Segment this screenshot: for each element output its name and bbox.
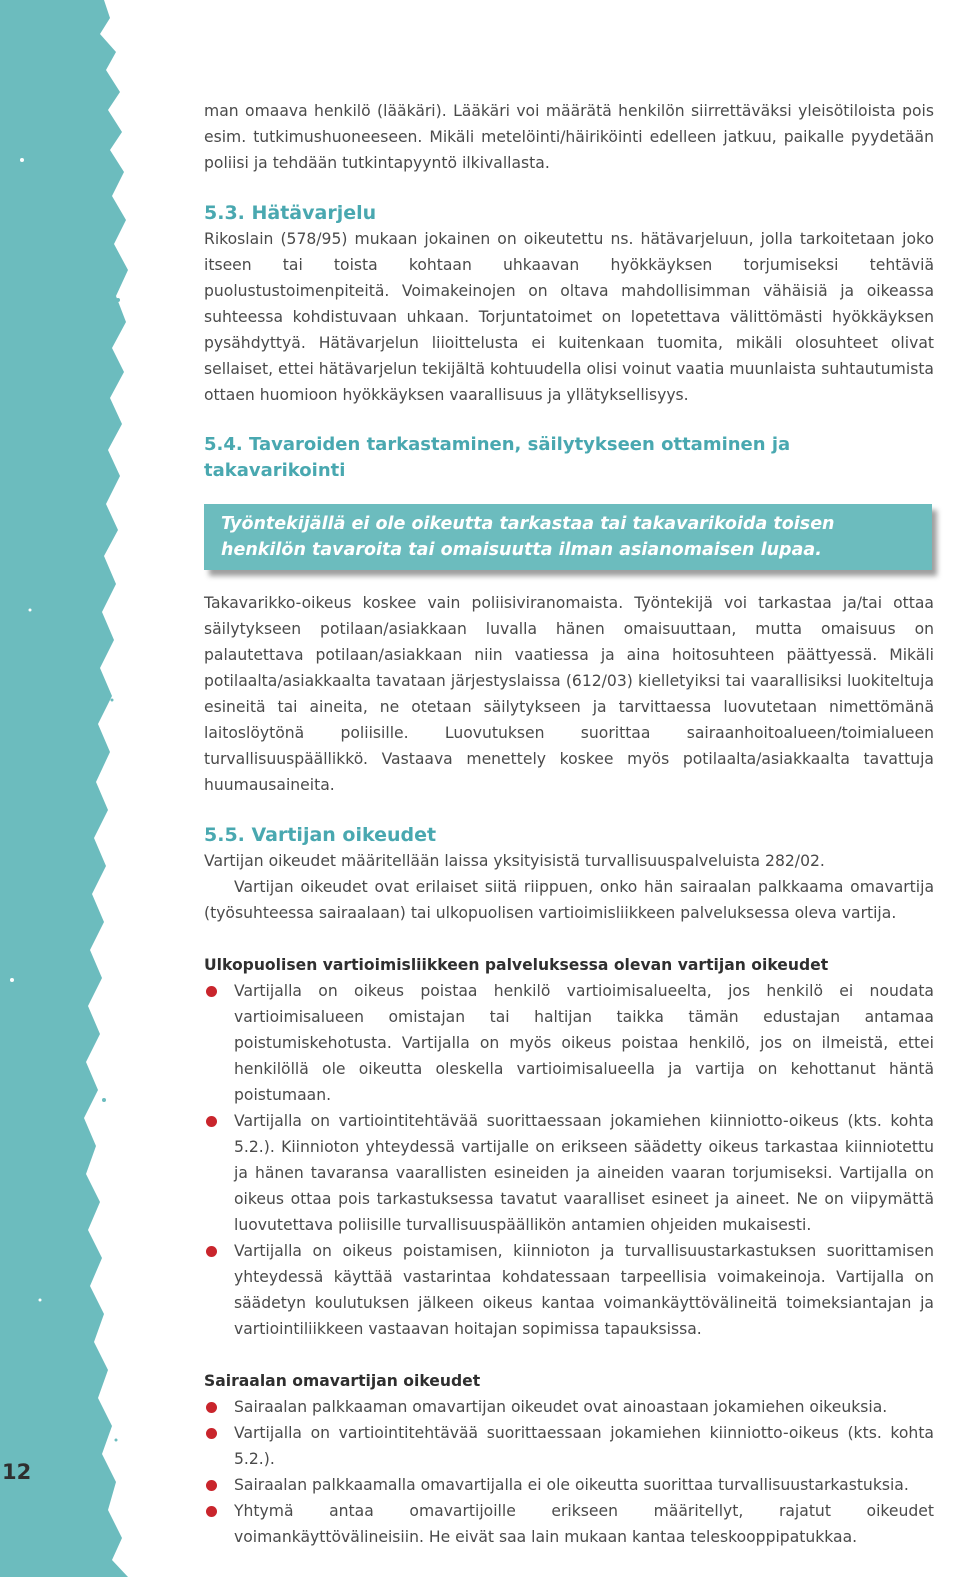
hospital-guard-heading: Sairaalan omavartijan oikeudet: [204, 1372, 481, 1390]
external-guard-list: [204, 978, 934, 1342]
external-guard-heading: Ulkopuolisen vartioimisliikkeen palveluksessa olevan vartijan oikeudet: [204, 956, 829, 974]
section-5-5-paragraph-2: Vartijan oikeudet ovat erilaiset siitä riippuen, onko hän sairaalan palkkaama omavartija (työsuhteessa sairaalaan) tai ulkopuolisen vartioimisliikkeen palveluksessa oleva vartija.: [204, 878, 934, 922]
brush-edge-graphic: [0, 0, 140, 1577]
list-item: Vartijalla on oikeus poistamisen, kiinnioton ja turvallisuustarkastuksen suorittamisen yhteydessä käyttää vastarintaa kohdatessaan tarpeellisia voimakeinoja. Vartijalla on säädetyn koulutuksen jälkeen oikeus kantaa voimankäyttövälineitä toimeksiantajan ja vartiointiliikkeen vastaavan hoitajan sopimissa tapauksissa.: [204, 1238, 934, 1342]
bullet-icon: [206, 1116, 217, 1127]
bullet-icon: [206, 1480, 217, 1491]
list-item: Yhtymä antaa omavartijoille erikseen määritellyt, rajatut oikeudet voimankäyttövälineisiin. He eivät saa lain mukaan kantaa teleskooppipatukkaa.: [204, 1498, 934, 1550]
bullet-icon: [206, 986, 217, 997]
decorative-sidebar: [0, 0, 140, 1577]
section-5-3-paragraph: Rikoslain (578/95) mukaan jokainen on oikeutettu ns. hätävarjeluun, jolla tarkoitetaan joko itseen tai toista kohtaan uhkaavan hyökkäyksen torjumiseksi tehtäviä puolustustoimenpiteitä. Voimakeinojen on oltava mahdollisimman vähäisiä ja oikeassa suhteessa kohdistuvaan uhkaan. Torjuntatoimet on lopetettava välittömästi hyökkäyksen pysähdyttyä. Hätävarjelun liioittelusta ei kuitenkaan tuomita, mikäli olosuhteet olivat sellaiset, ettei hätävarjelun tekijältä kohtuudella olisi voinut vaatia muunlaista suhtautumista ottaen huomioon hyökkäyksen vaarallisuus ja yllätyksellisyys.: [204, 230, 934, 404]
main-content: [204, 98, 934, 1550]
bullet-icon: [206, 1506, 217, 1517]
list-item: Vartijalla on oikeus poistaa henkilö vartioimisalueelta, jos henkilö ei noudata vartioimisalueen omistajan tai haltijan taikka tämän edustajan antamaa poistumiskehotusta. Vartijalla on myös oikeus poistaa henkilö, jos on ilmeistä, ettei henkilöllä ole oikeutta oleskella vartioimisalueella ja vartija on kehottanut häntä poistumaan.: [204, 978, 934, 1108]
list-item: Vartijalla on vartiointitehtävää suorittaessaan jokamiehen kiinniotto-oikeus (kts. kohta 5.2.).: [204, 1420, 934, 1472]
list-item: Sairaalan palkkaamalla omavartijalla ei ole oikeutta suorittaa turvallisuustarkastuksia.: [204, 1472, 934, 1498]
section-5-4-paragraph: Takavarikko-oikeus koskee vain poliisiviranomaista. Työntekijä voi tarkastaa ja/tai ottaa säilytykseen potilaan/asiakkaan luvalla hänen omaisuuttaan, mutta omaisuus on palautettava potilaan/asiakkaan niin vaatiessa ja aina hoitosuhteen päättyessä. Mikäli potilaalta/asiakkaalta tavataan järjestyslaissa (612/03) kielletyiksi tai vaarallisiksi luokiteltuja esineitä tai aineita, ne otetaan säilytykseen ja tarvittaessa luovutetaan nimettömänä laitoslöytönä poliisille. Luovutuksen suorittaa sairaanhoitoalueen/toimialueen turvallisuuspäällikkö. Vastaava menettely koskee myös potilaalta/asiakkaalta tavattuja huumausaineita.: [204, 594, 934, 794]
section-heading-5-4: 5.4. Tavaroiden tarkastaminen, säilytykseen ottaminen ja takavarikointi: [204, 434, 791, 481]
section-heading-5-5: 5.5. Vartijan oikeudet: [204, 824, 437, 846]
section-heading-5-3: 5.3. Hätävarjelu: [204, 202, 377, 224]
bullet-icon: [206, 1402, 217, 1413]
page-number: 12: [2, 1460, 32, 1484]
bullet-icon: [206, 1246, 217, 1257]
intro-paragraph: man omaava henkilö (lääkäri). Lääkäri voi määrätä henkilön siirrettäväksi yleisötiloista pois esim. tutkimushuoneeseen. Mikäli metelöinti/häiriköinti edelleen jatkuu, paikalle pyydetään poliisi ja tehdään tutkintapyyntö ilkivallasta.: [204, 102, 934, 172]
bullet-icon: [206, 1428, 217, 1439]
list-item: Vartijalla on vartiointitehtävää suorittaessaan jokamiehen kiinniotto-oikeus (kts. kohta 5.2.). Kiinnioton yhteydessä vartijalle on erikseen säädetty oikeus tarkastaa kiinniotettu ja hänen tavaransa vaarallisten esineiden ja aineiden vaaran torjumiseksi. Vartijalla on oikeus ottaa pois tarkastuksessa tavatut vaaralliset esineet ja aineet. Ne on viipymättä luovutettava poliisille turvallisuuspäällikön antamien ohjeiden mukaisesti.: [204, 1108, 934, 1238]
list-item: Sairaalan palkkaaman omavartijan oikeudet ovat ainoastaan jokamiehen oikeuksia.: [204, 1394, 934, 1420]
hospital-guard-list: [204, 1394, 934, 1550]
section-5-5-paragraph-1: Vartijan oikeudet määritellään laissa yksityisistä turvallisuuspalveluista 282/02.: [204, 852, 825, 870]
callout-box: Työntekijällä ei ole oikeutta tarkastaa tai takavarikoida toisen henkilön tavaroita tai omaisuutta ilman asianomaisen lupaa.: [204, 504, 932, 570]
